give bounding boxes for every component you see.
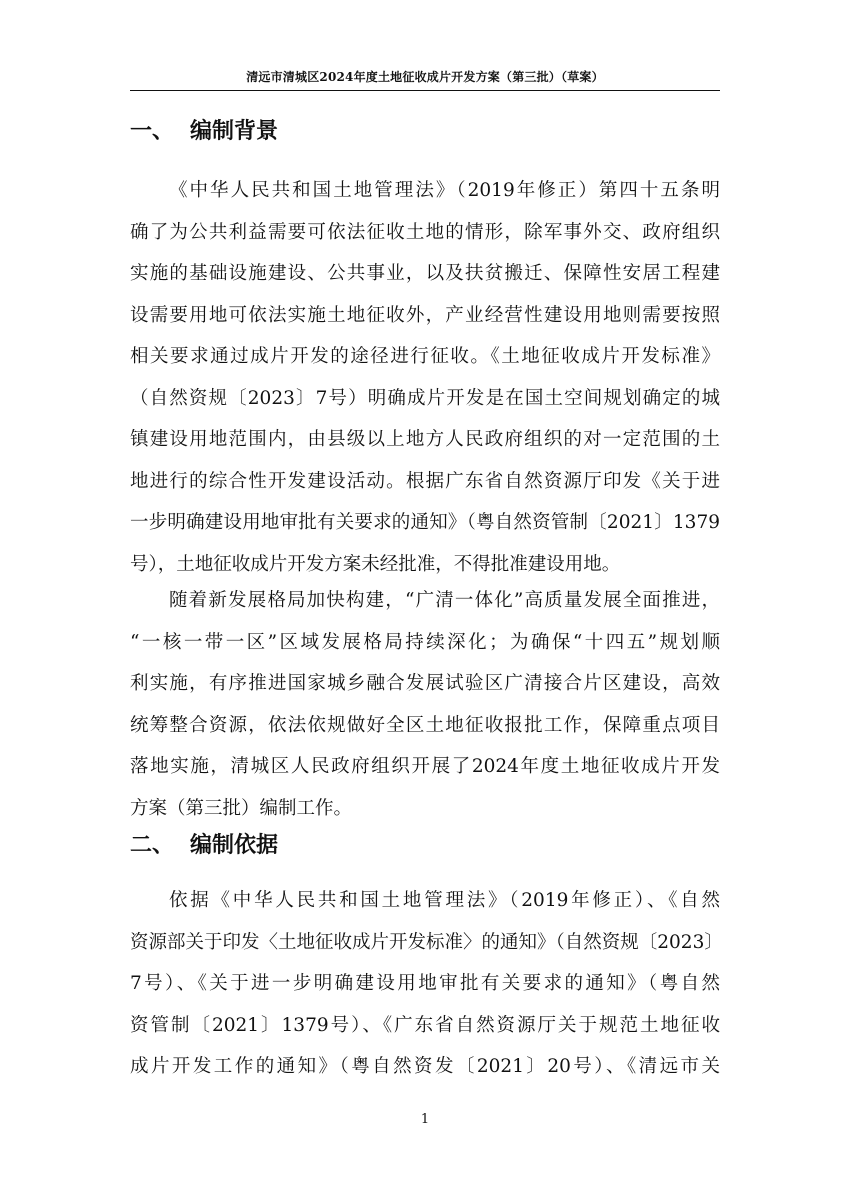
page-number: 1 [420, 1112, 430, 1127]
paragraph-line: 方案（第三批）编制工作。 [130, 797, 353, 819]
paragraph-1-1 [130, 170, 720, 585]
paragraph-2-1 [130, 880, 723, 1088]
section-heading-2 [130, 828, 278, 859]
section-heading-1 [130, 114, 278, 145]
paragraph-line: 确了为公共利益需要可依法征收土地的情形，除军事外交、政府组织 [130, 221, 720, 243]
paragraph-line: “一核一带一区”区域发展格局持续深化；为确保“十四五”规划顺 [130, 631, 720, 653]
paragraph-line: 号），土地征收成片开发方案未经批准，不得批准建设用地。 [130, 553, 621, 575]
paragraph-line: 落地实施，清城区人民政府组织开展了2024年度土地征收成片开发 [130, 756, 720, 777]
header-rule [130, 90, 720, 91]
section-number-1: 一、 [130, 119, 175, 144]
paragraph-line: 镇建设用地范围内，由县级以上地方人民政府组织的对一定范围的土 [130, 429, 720, 450]
paragraph-line: 资管制〔2021〕1379号）、《广东省自然资源厅关于规范土地征收 [130, 1014, 720, 1036]
section-number-2: 二、 [130, 833, 175, 858]
paragraph-line: 地进行的综合性开发建设活动。根据广东省自然资源厅印发《关于进 [130, 470, 720, 492]
paragraph-line: 设需要用地可依法实施土地征收外，产业经营性建设用地则需要按照 [130, 304, 720, 326]
paragraph-line: （自然资规〔2023〕7号）明确成片开发是在国土空间规划确定的城 [130, 387, 720, 409]
paragraph-line: 《中华人民共和国土地管理法》（2019年修正）第四十五条明 [169, 180, 720, 201]
paragraph-line: 一步明确建设用地审批有关要求的通知》（粤自然资管制〔2021〕1379 [130, 512, 720, 533]
paragraph-line: 利实施，有序推进国家城乡融合发展试验区广清接合片区建设，高效 [130, 673, 720, 694]
paragraph-line: 依据《中华人民共和国土地管理法》（2019年修正）、《自然 [169, 890, 720, 911]
section-title-1: 编制背景 [190, 119, 279, 144]
paragraph-line: 7号）、《关于进一步明确建设用地审批有关要求的通知》（粤自然 [130, 973, 720, 994]
page-header-title: 清远市清城区2024年度土地征收成片开发方案（第三批）（草案） [246, 70, 604, 84]
paragraph-line: 实施的基础设施建设、公共事业，以及扶贫搬迁、保障性安居工程建 [130, 263, 720, 284]
paragraph-1-2 [130, 580, 720, 829]
paragraph-line: 统筹整合资源，依法依规做好全区土地征收报批工作，保障重点项目 [130, 714, 720, 736]
section-title-2: 编制依据 [190, 833, 279, 858]
paragraph-line: 相关要求通过成片开发的途径进行征收。《土地征收成片开发标准》 [130, 346, 720, 367]
paragraph-line: 成片开发工作的通知》（粤自然资发〔2021〕20号）、《清远市关 [130, 1056, 720, 1077]
paragraph-line: 资源部关于印发〈土地征收成片开发标准〉的通知》（自然资规〔2023〕 [130, 931, 723, 953]
paragraph-line: 随着新发展格局加快构建，“广清一体化”高质量发展全面推进， [169, 590, 720, 611]
